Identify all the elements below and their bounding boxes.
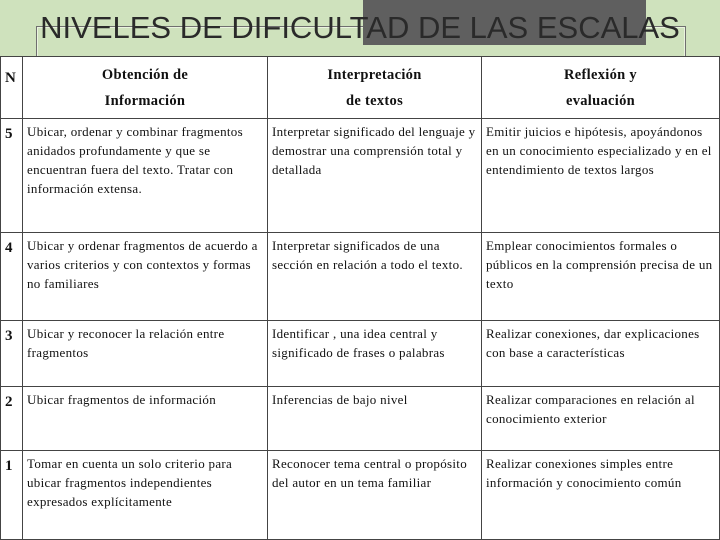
- cell-reflexion: Realizar conexiones, dar explicaciones con base a características: [482, 321, 720, 387]
- cell-interpretacion: Inferencias de bajo nivel: [268, 387, 482, 451]
- cell-obtencion: Tomar en cuenta un solo criterio para ubicar fragmentos independientes expresados explícitamente: [23, 451, 268, 540]
- header-interpretacion: [268, 57, 482, 119]
- header-obtencion-line1: Obtención de: [101, 66, 189, 83]
- level-number: 2: [1, 387, 23, 451]
- cell-interpretacion: Identificar , una idea central y significado de frases o palabras: [268, 321, 482, 387]
- cell-reflexion: Emplear conocimientos formales o públicos en la comprensión precisa de un texto: [482, 233, 720, 321]
- cell-interpretacion: Interpretar significado del lenguaje y demostrar una comprensión total y detallada: [268, 119, 482, 233]
- header-obtencion-line2: Información: [104, 92, 186, 109]
- level-number: 3: [1, 321, 23, 387]
- table-row: [1, 233, 720, 321]
- cell-obtencion: Ubicar y reconocer la relación entre fragmentos: [23, 321, 268, 387]
- cell-obtencion: Ubicar y ordenar fragmentos de acuerdo a varios criterios y con contextos y formas no familiares: [23, 233, 268, 321]
- header-obtencion: [23, 57, 268, 119]
- header-interpretacion-line2: de textos: [345, 92, 404, 109]
- header-row: [1, 57, 720, 119]
- header-interpretacion-line1: Interpretación: [327, 66, 422, 83]
- level-number: 5: [1, 119, 23, 233]
- cell-obtencion: Ubicar fragmentos de información: [23, 387, 268, 451]
- header-reflexion: [482, 57, 720, 119]
- level-number: 4: [1, 233, 23, 321]
- levels-table: [0, 56, 720, 540]
- header-n: N: [1, 57, 23, 119]
- page-title: NIVELES DE DIFICULTAD DE LAS ESCALAS: [40, 10, 680, 45]
- level-number: 1: [1, 451, 23, 540]
- header-reflexion-line1: Reflexión y: [564, 66, 637, 83]
- cell-reflexion: Realizar conexiones simples entre información y conocimiento común: [482, 451, 720, 540]
- table-row: [1, 451, 720, 540]
- cell-reflexion: Realizar comparaciones en relación al conocimiento exterior: [482, 387, 720, 451]
- table-row: [1, 321, 720, 387]
- cell-reflexion: Emitir juicios e hipótesis, apoyándonos en un conocimiento especializado y en el entendimiento de textos largos: [482, 119, 720, 233]
- cell-obtencion: Ubicar, ordenar y combinar fragmentos anidados profundamente y que se encuentran fuera del texto. Tratar con información extensa.: [23, 119, 268, 233]
- cell-interpretacion: Interpretar significados de una sección en relación a todo el texto.: [268, 233, 482, 321]
- header-reflexion-line2: evaluación: [565, 92, 636, 109]
- table-row: [1, 119, 720, 233]
- cell-interpretacion: Reconocer tema central o propósito del autor en un tema familiar: [268, 451, 482, 540]
- table-row: [1, 387, 720, 451]
